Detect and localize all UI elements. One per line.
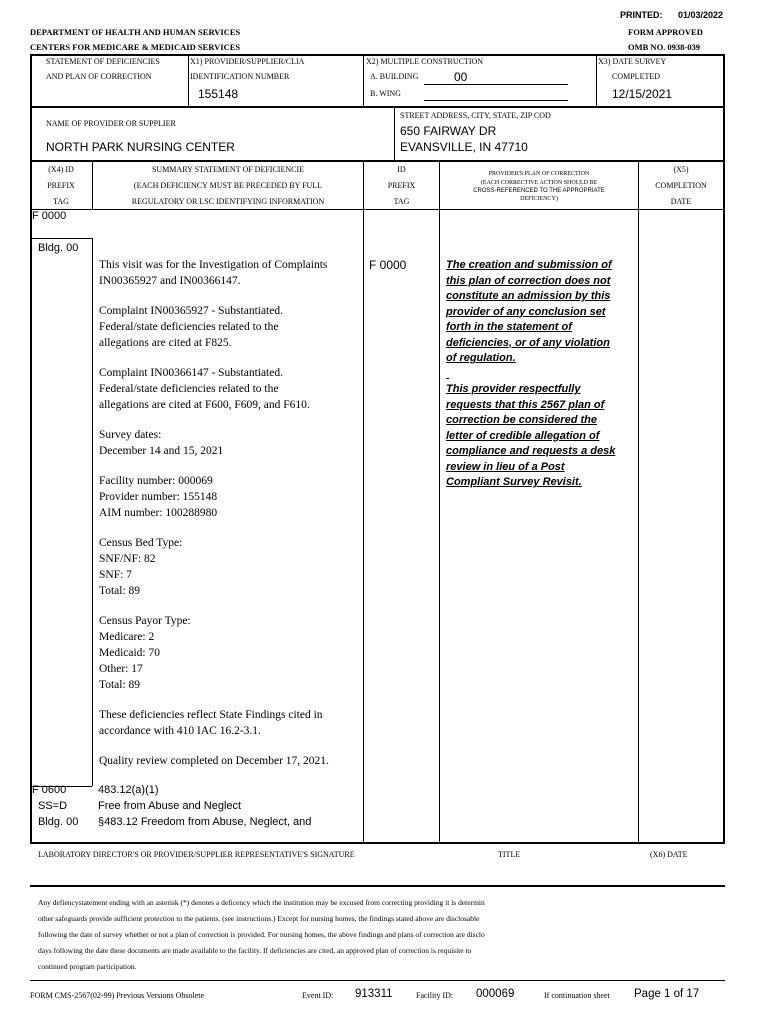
printed-label: PRINTED: — [620, 10, 663, 20]
summary-paragraph: Facility number: 000069 Provider number: 155148 AIM number: 100288980 — [99, 475, 218, 519]
frame-top-line — [30, 54, 725, 56]
form-approved: FORM APPROVED — [628, 27, 703, 37]
summary-header-1: SUMMARY STATEMENT OF DEFICIENCIE — [151, 165, 305, 174]
poc-line: Compliant Survey Revisit. — [446, 476, 582, 488]
poc-line: correction be considered the — [446, 414, 597, 426]
statement-label-1: STATEMENT OF DEFICIENCIES — [46, 57, 160, 66]
poc-line: compliance and requests a desk — [446, 445, 616, 457]
building-underline — [424, 84, 568, 85]
summary-paragraph: These deficiencies reflect State Findings cited in accordance with 410 IAC 16.2-3.1. — [99, 709, 323, 737]
regulation-text: §483.12 Freedom from Abuse, Neglect, and — [98, 816, 312, 828]
x5-header: (X5) — [673, 165, 689, 174]
building-value: 00 — [454, 70, 468, 84]
id-header: ID — [397, 165, 406, 174]
x5-date-header: DATE — [670, 197, 692, 206]
provider-name: NORTH PARK NURSING CENTER — [46, 140, 235, 154]
poc-line: This provider respectfully — [446, 383, 581, 395]
id-prefix-header: PREFIX — [387, 181, 416, 190]
provider-name-label: NAME OF PROVIDER OR SUPPLIER — [46, 119, 176, 128]
regulation-number: 483.12(a)(1) — [98, 784, 159, 796]
title-label: TITLE — [498, 850, 521, 859]
wing-underline — [424, 100, 568, 101]
divider-x3 — [596, 54, 597, 106]
disclaimer-line: other safeguards provide sufficient protection to the patients. (see instructions.) Except for nursing homes, the findings stated above are disclosable — [38, 914, 480, 923]
x6-date-label: (X6) DATE — [650, 850, 688, 859]
department-title: DEPARTMENT OF HEALTH AND HUMAN SERVICES — [30, 27, 241, 37]
x1-identification-label: IDENTIFICATION NUMBER — [190, 72, 290, 81]
poc-line: review in lieu of a Post — [446, 460, 565, 473]
poc-line: constitute an admission by this — [446, 290, 611, 302]
x5-completion-header: COMPLETION — [655, 181, 707, 190]
regulation-title: Free from Abuse and Neglect — [98, 800, 242, 812]
summary-paragraph: Census Bed Type: SNF/NF: 82 SNF: 7 Total: 89 — [99, 537, 183, 597]
poc-line: this plan of correction does not — [446, 274, 611, 287]
statement-label-2: AND PLAN OF CORRECTION — [46, 72, 152, 81]
x4-id-header: (X4) ID — [48, 165, 74, 174]
poc-header-1: PROVIDER'S PLAN OF CORRECTION — [488, 171, 590, 177]
street-address: 650 FAIRWAY DR — [400, 124, 497, 138]
divider-x1 — [188, 54, 189, 106]
row1-separator — [30, 238, 92, 239]
disclaimer-line: continued program participation. — [38, 962, 137, 971]
poc-header-3: CROSS-REFERENCED TO THE APPROPRIATE — [473, 188, 605, 194]
city-state-zip: EVANSVILLE, IN 47710 — [400, 140, 528, 154]
building-label: A. BUILDING — [370, 72, 419, 81]
facility-id-label: Facility ID: — [416, 991, 454, 1000]
statement-bottom-line — [30, 106, 725, 108]
survey-date-value: 12/15/2021 — [612, 87, 673, 101]
signature-label: LABORATORY DIRECTOR'S OR PROVIDER/SUPPLIER REPRESENTATIVE'S SIGNATURE — [38, 850, 355, 859]
column-header-bottom-line — [30, 209, 725, 210]
poc-header-4: DEFICIENCY) — [520, 196, 558, 202]
id-tag-header: TAG — [393, 197, 410, 206]
frame-bottom-line — [30, 842, 725, 844]
divider-col3 — [439, 160, 440, 842]
poc-line: provider of any conclusion set — [446, 305, 606, 318]
summary-paragraph: Complaint IN00365927 - Substantiated. Federal/state deficiencies related to the allegations are cited at F825. — [99, 305, 283, 349]
summary-paragraph: Quality review completed on December 17, 2021. — [99, 755, 329, 767]
form-number: FORM CMS-2567(02-99) Previous Versions Obsolete — [30, 991, 205, 1000]
summary-paragraph: This visit was for the Investigation of Complaints IN00365927 and IN00366147. — [99, 259, 328, 287]
summary-header-2: (EACH DEFICIENCY MUST BE PRECEDED BY FULL — [133, 181, 323, 190]
x4-prefix-header: PREFIX — [47, 181, 75, 190]
divider-x2 — [363, 54, 364, 106]
x4-tag-header: TAG — [53, 197, 69, 206]
poc-line: requests that this 2567 plan of — [446, 398, 605, 411]
poc-line: of regulation. — [446, 352, 516, 364]
tag-f0000: F 0000 — [32, 210, 67, 222]
address-label: STREET ADDRESS, CITY, STATE, ZIP COD — [400, 111, 551, 120]
summary-paragraph: Survey dates: December 14 and 15, 2021 — [99, 429, 224, 457]
disclaimer-line: following the date of survey whether or not a plan of correction is provided. For nursing homes, the above findings and plans of correction are disclo — [38, 930, 485, 939]
poc-line: letter of credible allegation of — [446, 429, 600, 442]
plan-of-correction — [446, 258, 636, 491]
id-tag-f0000: F 0000 — [369, 258, 407, 272]
x1-label: X1) PROVIDER/SUPPLIER/CLIA — [190, 57, 305, 66]
provider-id-value: 155148 — [198, 87, 239, 101]
poc-line: deficiencies, or of any violation — [446, 336, 610, 349]
continuation-label: If continuation sheet — [544, 991, 610, 1000]
page-number: Page 1 of 17 — [634, 988, 700, 1000]
divider-col2 — [363, 160, 364, 842]
divider-col1 — [92, 238, 93, 786]
summary-paragraph: Complaint IN00366147 - Substantiated. Federal/state deficiencies related to the allegations are cited at F600, F609, and F610. — [99, 367, 310, 411]
x3-label: X3) DATE SURVEY — [598, 57, 667, 66]
provider-bottom-line — [30, 160, 725, 162]
disclaimer-bottom-line — [30, 980, 725, 981]
wing-label: B. WING — [370, 89, 401, 98]
omb-number: OMB NO. 0938-039 — [628, 42, 701, 52]
event-id-label: Event ID: — [302, 991, 334, 1000]
centers-title: CENTERS FOR MEDICARE & MEDICAID SERVICES — [30, 42, 241, 52]
poc-line — [446, 367, 636, 383]
poc-line: The creation and submission of — [446, 259, 612, 271]
poc-line: forth in the statement of — [446, 321, 572, 333]
bldg-00: Bldg. 00 — [38, 242, 79, 254]
completed-label: COMPLETED — [612, 72, 660, 81]
summary-paragraph: Census Payor Type: Medicare: 2 Medicaid: 70 Other: 17 Total: 89 — [99, 615, 191, 691]
event-id-value: 913311 — [355, 988, 393, 1000]
tag-f0600: F 0600 — [32, 784, 67, 796]
printed-date: 01/03/2022 — [678, 10, 724, 20]
x2-label: X2) MULTIPLE CONSTRUCTION — [366, 57, 484, 66]
divider-col4 — [638, 160, 639, 842]
facility-id-value: 000069 — [476, 988, 515, 1000]
scope-severity: SS=D — [38, 800, 68, 812]
signature-bottom-line — [30, 885, 725, 887]
summary-statement — [99, 257, 361, 783]
disclaimer-line: days following the date these documents are made available to the facility. If deficiencies are cited, an approved plan of correction is requisite to — [38, 946, 472, 955]
frame-right-line — [723, 54, 725, 844]
disclaimer — [38, 895, 728, 975]
poc-header-2: (EACH CORRECTIVE ACTION SHOULD BE — [480, 180, 598, 186]
summary-header-3: REGULATORY OR LSC IDENTIFYING INFORMATION — [131, 197, 325, 206]
disclaimer-line: Any defiencystatement ending with an asterisk (*) denotes a deficency which the institution may be excused from correcting providing it is determin — [38, 898, 485, 907]
bldg-00-row2: Bldg. 00 — [38, 816, 79, 828]
divider-address — [394, 106, 395, 160]
